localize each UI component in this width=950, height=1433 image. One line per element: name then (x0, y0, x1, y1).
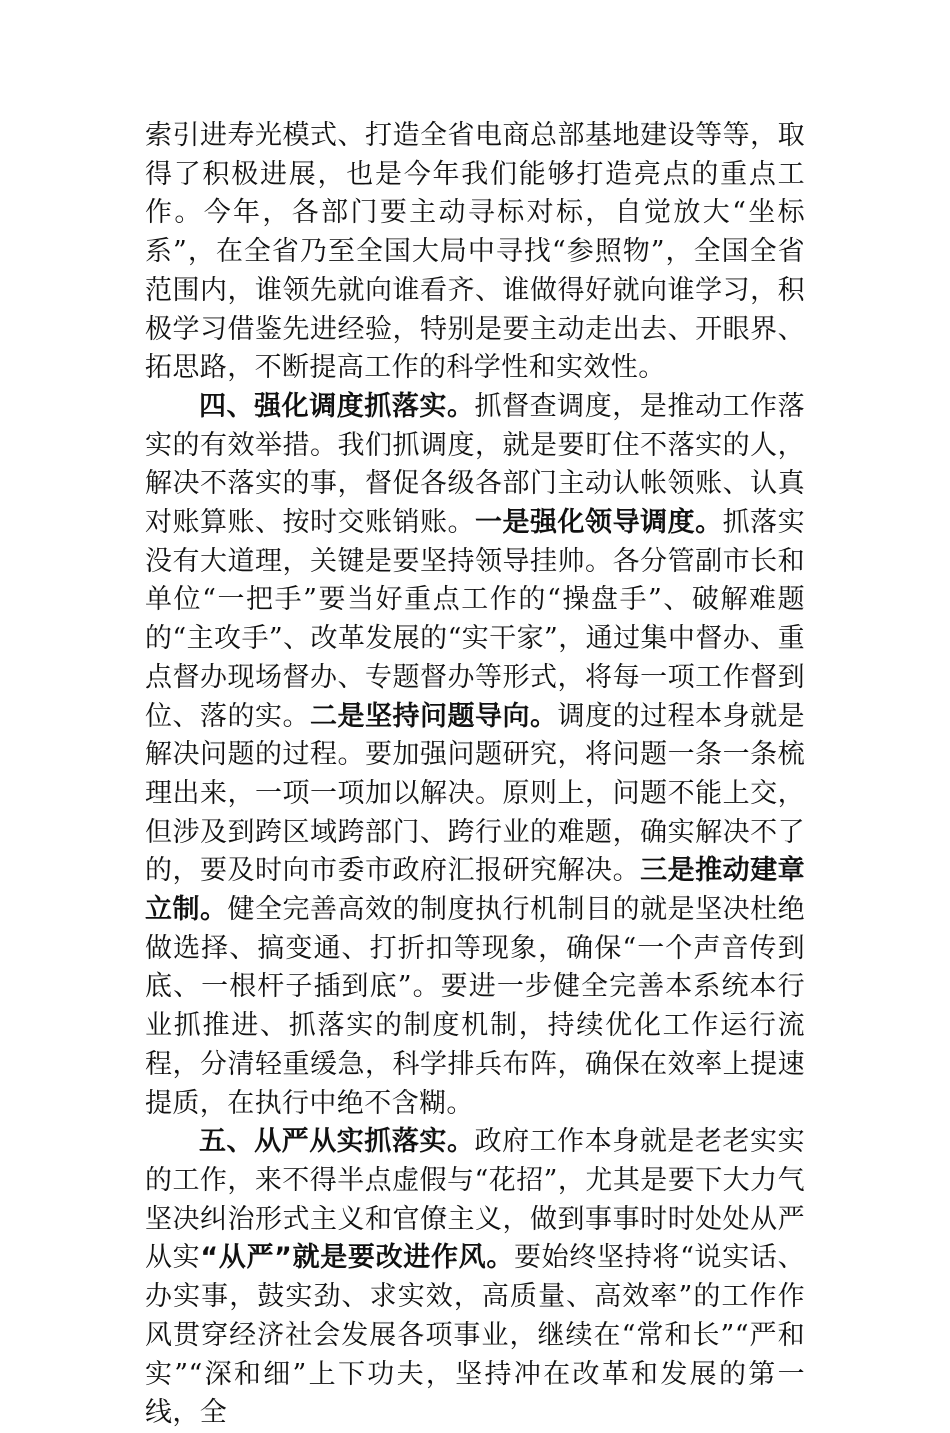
body-paragraph (145, 388, 805, 1123)
bold-heading-run: 四、强化调度抓落实。 (199, 390, 475, 422)
text-run: 政府工作本身就是老老实实的工作，来不得半点虚假与“花招”，尤其是要下大力气坚决纠治形式主义和官僚主义，做到事事时时处处从严从实 (145, 1126, 806, 1274)
text-run: 健全完善高效的制度执行机制目的就是坚决杜绝做选择、搞变通、打折扣等现象，确保“一个声音传到底、一根杆子插到底”。要进一步健全完善本系统本行业抓推进、抓落实的制度机制，持续优化工作运行流程，分清轻重缓急，科学排兵布阵，确保在效率上提速提质，在执行中绝不含糊。 (145, 894, 805, 1119)
bold-heading-run: 三是推动建章立制。 (145, 855, 805, 926)
text-run: 抓督查调度，是推动工作落实的有效举措。我们抓调度，就是要盯住不落实的人，解决不落实的事，督促各级各部门主动认帐领账、认真对账算账、按时交账销账。 (145, 390, 806, 539)
text-run: 抓落实没有大道理，关键是要坚持领导挂帅。各分管副市长和单位“一把手”要当好重点工作的“操盘手”、破解难题的“主攻手”、改革发展的“实干家”，通过集中督办、重点督办现场督办、专题督办等形式，将每一项工作督到位、落的实。 (145, 507, 805, 732)
bold-heading-run: “从严”就是要改进作风。 (200, 1242, 514, 1274)
body-paragraph (145, 117, 805, 388)
bold-heading-run: 一是强化领导调度。 (475, 507, 723, 539)
text-run: 要始终坚持将“说实话、办实事，鼓实劲、求实效，高质量、高效率”的工作作风贯穿经济社会发展各项事业，继续在“常和长”“严和实”“深和细”上下功夫，坚持冲在改革和发展的第一线，全 (145, 1242, 805, 1429)
bold-heading-run: 二是坚持问题导向。 (310, 700, 558, 732)
body-paragraph (145, 1123, 805, 1433)
text-run: 调度的过程本身就是解决问题的过程。要加强问题研究，将问题一条一条梳理出来，一项一项加以解决。原则上，问题不能上交，但涉及到跨区域跨部门、跨行业的难题，确实解决不了的，要及时向市委市政府汇报研究解决。 (145, 700, 805, 887)
bold-heading-run: 五、从严从实抓落实。 (199, 1126, 475, 1158)
text-run: 索引进寿光模式、打造全省电商总部基地建设等等，取得了积极进展，也是今年我们能够打造亮点的重点工作。今年，各部门要主动寻标对标，自觉放大“坐标系”，在全省乃至全国大局中寻找“参照物”，全国全省范围内，谁领先就向谁看齐、谁做得好就向谁学习，积极学习借鉴先进经验，特别是要主动走出去、开眼界、拓思路，不断提高工作的科学性和实效性。 (145, 120, 805, 384)
document-body (145, 117, 805, 1433)
